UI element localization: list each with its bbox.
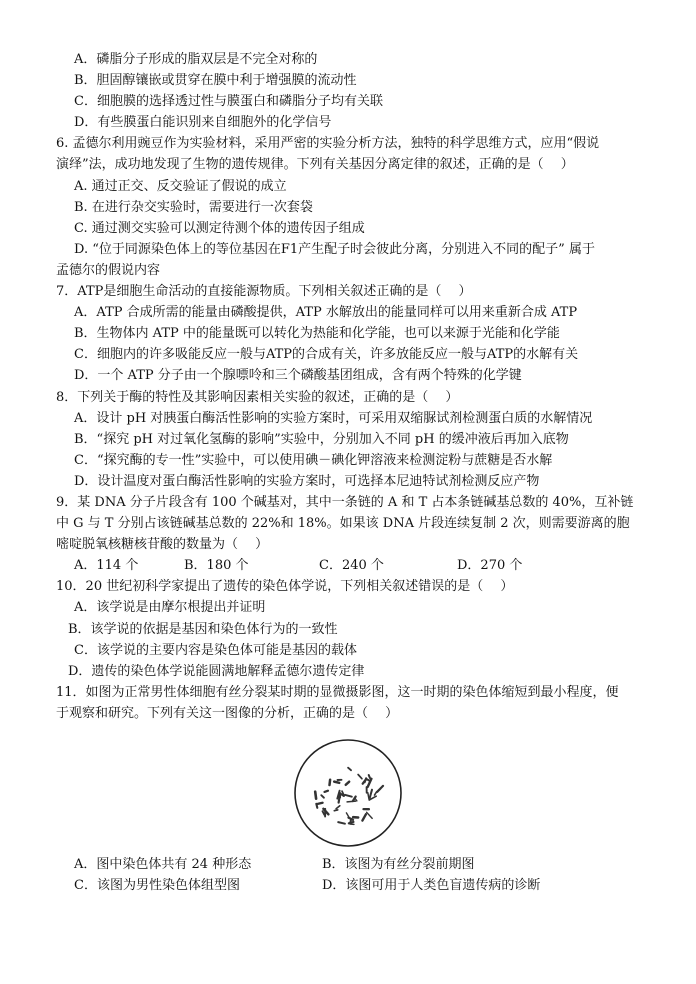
q7-option-a: A．ATP 合成所需的能量由磷酸提供，ATP 水解放出的能量同样可以用来重新合成 ATP xyxy=(74,305,578,321)
q8-option-c: C．“探究酶的专一性”实验中，可以使用碘－碘化钾溶液来检测淀粉与蔗糖是否水解 xyxy=(74,452,553,468)
q5-option-c: C．细胞膜的选择透过性与膜蛋白和磷脂分子均有关联 xyxy=(74,94,383,110)
q10-option-a: A．该学说是由摩尔根提出并证明 xyxy=(74,600,266,616)
question-8 xyxy=(56,388,640,491)
q6-option-a: A. 通过正交、反交验证了假说的成立 xyxy=(74,178,287,194)
question-9 xyxy=(56,493,640,575)
chromosome xyxy=(318,803,323,804)
q11-option-b: B．该图为有丝分裂前期图 xyxy=(322,856,475,872)
q9-stem-line-3: 嘧啶脱氧核糖核苷酸的数量为（ ） xyxy=(56,537,269,553)
question-5-options xyxy=(56,50,640,132)
q9-stem-line-2: 中 G 与 T 分别占该链碱基总数的 22%和 18%。如果该 DNA 片段连续复制 2 次，则需要游离的胞 xyxy=(56,516,630,532)
q5-option-d: D．有些膜蛋白能识别来自细胞外的化学信号 xyxy=(74,115,332,131)
q6-option-c: C. 通过测交实验可以测定待测个体的遗传因子组成 xyxy=(74,220,365,236)
q9-options xyxy=(56,556,640,575)
q9-option-c: C．240 个 xyxy=(319,558,384,574)
q11-option-a: A．图中染色体共有 24 种形态 xyxy=(74,856,252,872)
question-10 xyxy=(56,577,640,680)
q7-stem: 7．ATP是细胞生命活动的直接能源物质。下列相关叙述正确的是（ ） xyxy=(56,284,472,300)
q9-option-d: D．270 个 xyxy=(457,558,523,574)
q11-option-c: C．该图为男性染色体组型图 xyxy=(74,878,240,893)
q8-option-a: A．设计 pH 对胰蛋白酶活性影响的实验方案时，可采用双缩脲试剂检测蛋白质的水解情况 xyxy=(74,410,593,426)
question-6 xyxy=(56,134,640,280)
q7-option-c: C．细胞内的许多吸能反应一般与ATP的合成有关，许多放能反应一般与ATP的水解有关 xyxy=(74,347,579,363)
q8-option-d: D．设计温度对蛋白酶活性影响的实验方案时，可选择本尼迪特试剂检测反应产物 xyxy=(74,473,540,489)
q10-stem: 10．20 世纪初科学家提出了遗传的染色体学说，下列相关叙述错误的是（ ） xyxy=(56,579,514,595)
q11-stem-line-1: 11．如图为正常男性体细胞有丝分裂某时期的显微摄影图，这一时期的染色体缩短到最小程度，便 xyxy=(56,684,619,700)
q7-option-b: B．生物体内 ATP 中的能量既可以转化为热能和化学能，也可以来源于光能和化学能 xyxy=(74,326,560,342)
q5-option-a: A．磷脂分子形成的脂双层是不完全对称的 xyxy=(74,52,318,67)
chromosome xyxy=(334,810,337,811)
chromosome xyxy=(315,792,316,799)
microscope-field-circle xyxy=(295,740,401,846)
chromosome xyxy=(347,801,356,802)
chromosome xyxy=(334,782,339,783)
q9-option-b: B．180 个 xyxy=(184,558,249,574)
question-7 xyxy=(56,282,640,385)
q8-stem: 8．下列关于酶的特性及其影响因素相关实验的叙述，正确的是（ ） xyxy=(56,389,459,405)
q6-option-b: B. 在进行杂交实验时，需要进行一次套袋 xyxy=(74,199,313,215)
q9-option-a: A．114 个 xyxy=(74,558,139,574)
q11-options-row-2 xyxy=(56,876,640,895)
chromosome xyxy=(339,794,341,803)
q11-options-row-1 xyxy=(56,855,640,874)
q10-option-b: B．该学说的依据是基因和染色体行为的一致性 xyxy=(68,621,338,637)
q6-stem-line-2: 演绎”法，成功地发现了生物的遗传规律。下列有关基因分离定律的叙述，正确的是（ ） xyxy=(56,157,574,173)
chromosome xyxy=(349,822,354,823)
q5-option-b: B．胆固醇镶嵌或贯穿在膜中利于增强膜的流动性 xyxy=(74,73,357,89)
q7-option-d: D．一个 ATP 分子由一个腺嘌呤和三个磷酸基团组成，含有两个特殊的化学键 xyxy=(74,368,522,384)
q8-option-b: B．“探究 pH 对过氧化氢酶的影响”实验中，分别加入不同 pH 的缓冲液后再加入底物 xyxy=(74,431,569,447)
q6-stem-line-1: 6. 孟德尔利用豌豆作为实验材料，采用严密的实验分析方法，独特的科学思维方式，应用“假说 xyxy=(56,136,600,152)
exam-page xyxy=(56,50,640,897)
question-11 xyxy=(56,683,640,895)
q11-stem-line-2: 于观察和研究。下列有关这一图像的分析，正确的是（ ） xyxy=(56,705,399,721)
q11-figure xyxy=(56,737,640,849)
chromosome xyxy=(369,775,370,778)
q9-stem-line-1: 9．某 DNA 分子片段含有 100 个碱基对，其中一条链的 A 和 T 占本条链碱基总数的 40%，互补链 xyxy=(56,494,634,510)
q6-option-d: D. “位于同源染色体上的等位基因在F1产生配子时会彼此分离，分别进入不同的配子” 属于 xyxy=(74,241,595,257)
chromosome xyxy=(330,780,331,785)
q6-option-d-continuation: 孟德尔的假说内容 xyxy=(56,262,161,278)
q10-option-d: D．遗传的染色体学说能圆满地解释孟德尔遗传定律 xyxy=(68,663,365,679)
chromosome xyxy=(325,791,329,792)
q10-option-c: C．该学说的主要内容是染色体可能是基因的载体 xyxy=(74,642,357,658)
q11-option-d: D．该图可用于人类色盲遗传病的诊断 xyxy=(322,878,541,893)
chromosome-micrograph xyxy=(292,737,404,849)
